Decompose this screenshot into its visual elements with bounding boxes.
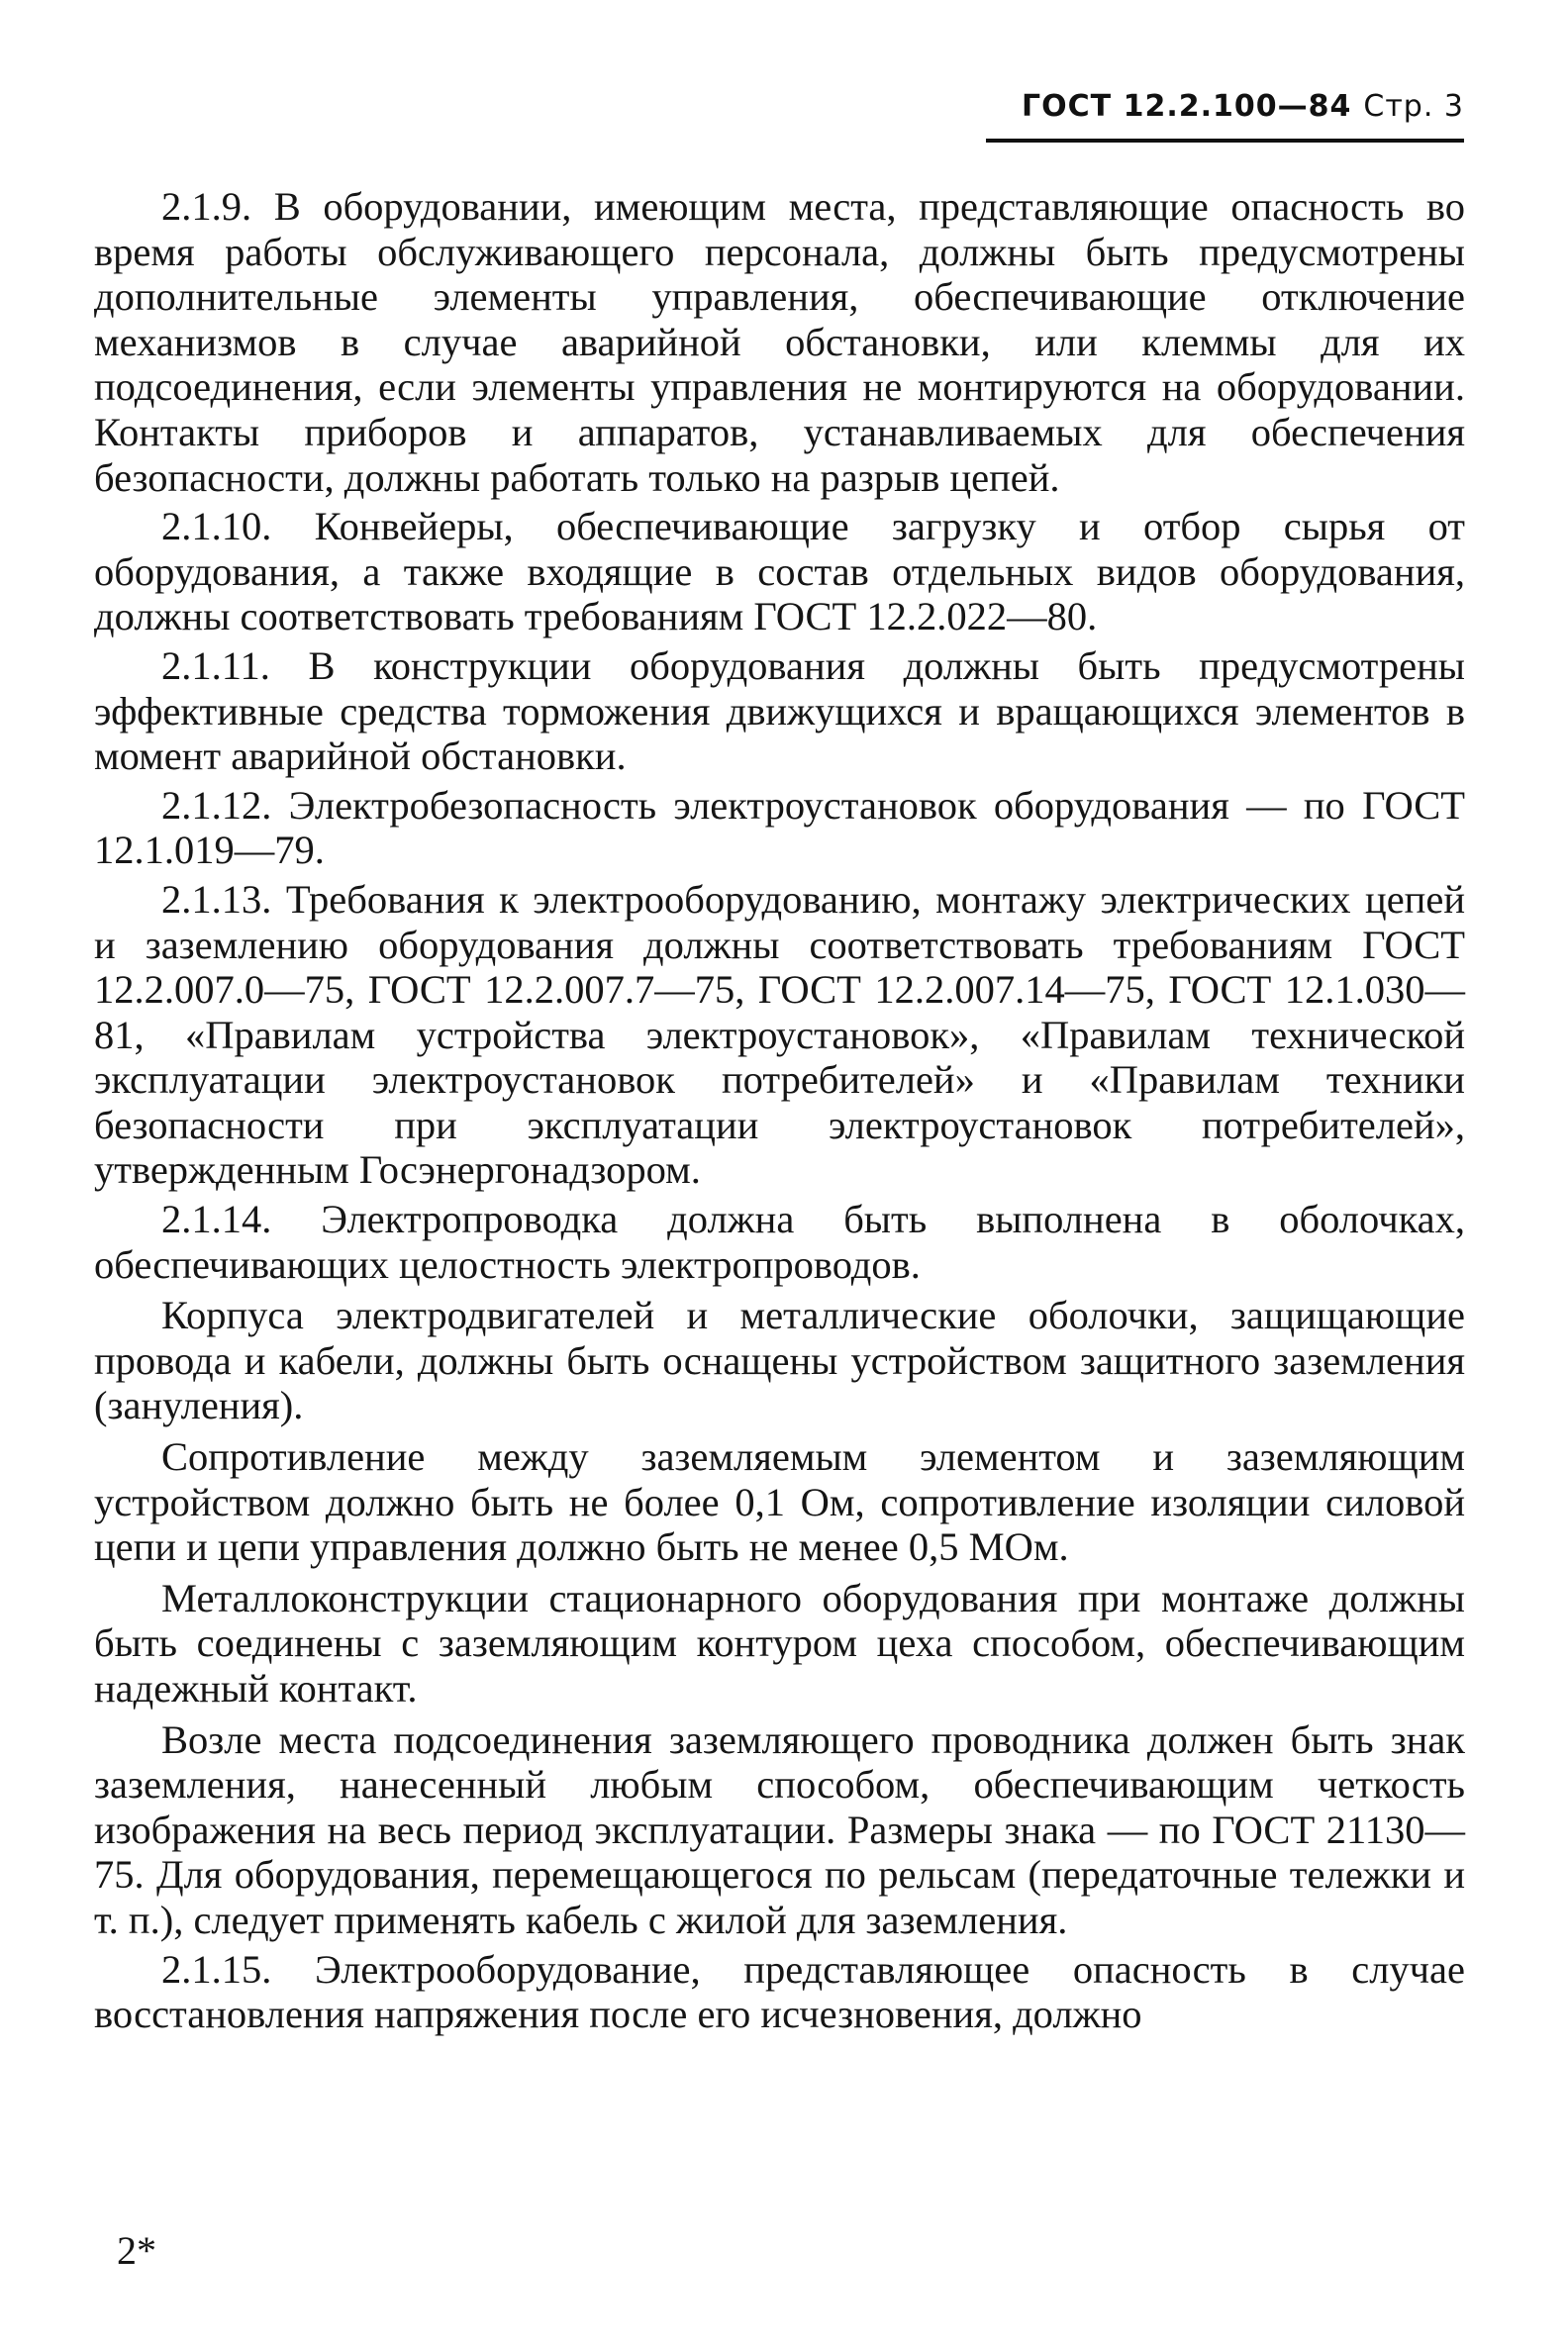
- document-code: ГОСТ 12.2.100—84: [1022, 89, 1352, 124]
- paragraph-resistance: Сопротивление между заземляемым элементом и заземляющим устройством должно быть не более 0,1 Ом, сопротивление изоляции силовой цепи и цепи управления должно быть не менее 0,5 МОм.: [94, 1434, 1465, 1570]
- paragraph-housings: Корпуса электродвигателей и металлические оболочки, защищающие провода и кабели, должны быть оснащены устройством защитного заземления (зануления).: [94, 1293, 1465, 1428]
- paragraph-metal-structures: Металлоконструкции стационарного оборудования при монтаже должны быть соединены с заземляющим контуром цеха способом, обеспечивающим надежный контакт.: [94, 1575, 1465, 1711]
- paragraph-2-1-12: 2.1.12. Электробезопасность электроустановок оборудования — по ГОСТ 12.1.019—79.: [94, 782, 1465, 873]
- paragraph-2-1-10: 2.1.10. Конвейеры, обеспечивающие загрузку и отбор сырья от оборудования, а также входящие в состав отдельных видов оборудования, должны соответствовать требованиям ГОСТ 12.2.022—80.: [94, 504, 1465, 639]
- signature-mark: 2*: [117, 2228, 156, 2273]
- paragraph-2-1-9: 2.1.9. В оборудовании, имеющим места, представляющие опасность во время работы обслуживающего персонала, должны быть предусмотрены дополнительные элементы управления, обеспечивающие отключение механизмов в случае аварийной обстановки, или клеммы для их подсоединения, если элементы управления не монтируются на оборудовании. Контакты приборов и аппаратов, устанавливаемых для обеспечения безопасности, должны работать только на разрыв цепей.: [94, 184, 1465, 500]
- paragraph-grounding-sign: Возле места подсоединения заземляющего проводника должен быть знак заземления, нанесенный любым способом, обеспечивающим четкость изображения на весь период эксплуатации. Размеры знака — по ГОСТ 21130—75. Для оборудования, перемещающегося по рельсам (передаточные тележки и т. п.), следует применять кабель с жилой для заземления.: [94, 1716, 1465, 1942]
- paragraph-2-1-11: 2.1.11. В конструкции оборудования должны быть предусмотрены эффективные средства торможения движущихся и вращающихся элементов в момент аварийной обстановки.: [94, 642, 1465, 779]
- paragraph-2-1-15: 2.1.15. Электрооборудование, представляющее опасность в случае восстановления напряжения после его исчезновения, должно: [94, 1946, 1465, 2037]
- paragraph-2-1-14: 2.1.14. Электропроводка должна быть выполнена в оболочках, обеспечивающих целостность электропроводов.: [94, 1197, 1465, 1287]
- document-body: [94, 184, 1465, 2037]
- page-header: [1022, 89, 1464, 124]
- header-rule: [986, 139, 1464, 143]
- paragraph-2-1-13: 2.1.13. Требования к электрооборудованию, монтажу электрических цепей и заземлению оборудования должны соответствовать требованиям ГОСТ 12.2.007.0—75, ГОСТ 12.2.007.7—75, ГОСТ 12.2.007.14—75, ГОСТ 12.1.030—81, «Правилам устройства электроустановок», «Правилам технической эксплуатации электроустановок потребителей» и «Правилам техники безопасности при эксплуатации электроустановок потребителей», утвержденным Госэнергонадзором.: [94, 876, 1465, 1193]
- page-number: Стр. 3: [1363, 89, 1464, 124]
